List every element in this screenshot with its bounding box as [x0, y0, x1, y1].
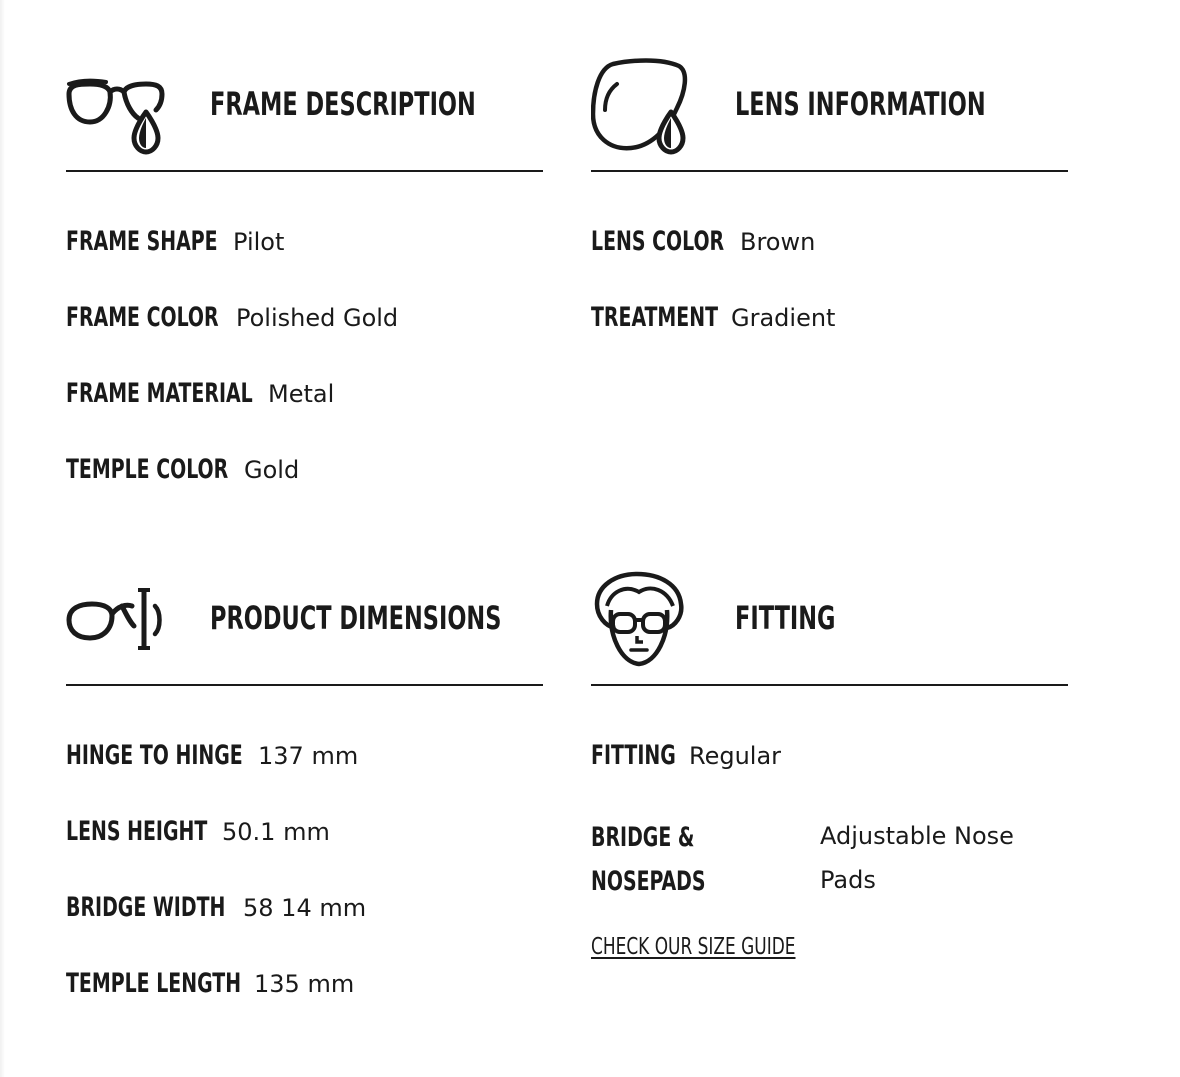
spec-row-lens-height [66, 816, 543, 892]
section-title: FITTING [735, 599, 836, 637]
size-guide-link[interactable]: CHECK OUR SIZE GUIDE [591, 934, 796, 960]
spec-label: LENS COLOR [591, 226, 725, 257]
spec-label: FRAME MATERIAL [66, 378, 253, 409]
frame-description-section [66, 56, 543, 530]
spec-label: TEMPLE LENGTH [66, 968, 242, 999]
spec-row-hinge-to-hinge [66, 740, 543, 816]
spec-label: BRIDGE WIDTH [66, 892, 226, 923]
section-title: FRAME DESCRIPTION [210, 85, 476, 123]
spec-row-bridge-width [66, 892, 543, 968]
section-header [66, 570, 543, 686]
face-glasses-icon [591, 570, 691, 670]
spec-row-lens-color [591, 226, 1068, 302]
product-dimensions-section [66, 570, 543, 1044]
fitting-section [591, 570, 1068, 962]
spec-list [591, 686, 1068, 936]
spec-label: BRIDGE & NOSEPADS [591, 822, 706, 897]
spec-row-temple-color [66, 454, 543, 530]
spec-value: Pilot [233, 228, 285, 256]
spec-value: Regular [689, 742, 782, 770]
glasses-measure-icon [66, 570, 166, 670]
spec-label: TREATMENT [591, 302, 719, 333]
section-header [66, 56, 543, 172]
spec-row-temple-length [66, 968, 543, 1044]
spec-value: Gradient [731, 304, 836, 332]
spec-label: FRAME SHAPE [66, 226, 218, 257]
spec-row-fitting [591, 740, 1068, 816]
spec-label: HINGE TO HINGE [66, 740, 243, 771]
spec-value: 135 mm [254, 970, 355, 998]
section-header [591, 570, 1068, 686]
spec-value: 58 14 mm [243, 894, 367, 922]
spec-list [66, 172, 543, 530]
spec-list [66, 686, 543, 1044]
section-header [591, 56, 1068, 172]
spec-value: Gold [244, 456, 300, 484]
spec-value: Metal [268, 380, 335, 408]
spec-value: 137 mm [258, 742, 359, 770]
spec-value: 50.1 mm [222, 818, 330, 846]
spec-label: FRAME COLOR [66, 302, 219, 333]
spec-list [591, 172, 1068, 378]
spec-label: FITTING [591, 740, 676, 771]
spec-row-frame-color [66, 302, 543, 378]
spec-value: Adjustable Nose Pads [820, 822, 1014, 894]
spec-value: Polished Gold [236, 304, 399, 332]
spec-row-frame-shape [66, 226, 543, 302]
spec-row-treatment [591, 302, 1068, 378]
spec-row-bridge-nosepads [591, 816, 1068, 936]
aviator-glasses-drop-icon [66, 56, 166, 156]
spec-row-frame-material [66, 378, 543, 454]
spec-value: Brown [740, 228, 816, 256]
lens-drop-icon [591, 56, 691, 156]
lens-information-section [591, 56, 1068, 378]
page-edge-shadow [0, 0, 5, 1077]
section-title: PRODUCT DIMENSIONS [210, 599, 502, 637]
section-title: LENS INFORMATION [735, 85, 986, 123]
spec-label: LENS HEIGHT [66, 816, 208, 847]
spec-label: TEMPLE COLOR [66, 454, 229, 485]
